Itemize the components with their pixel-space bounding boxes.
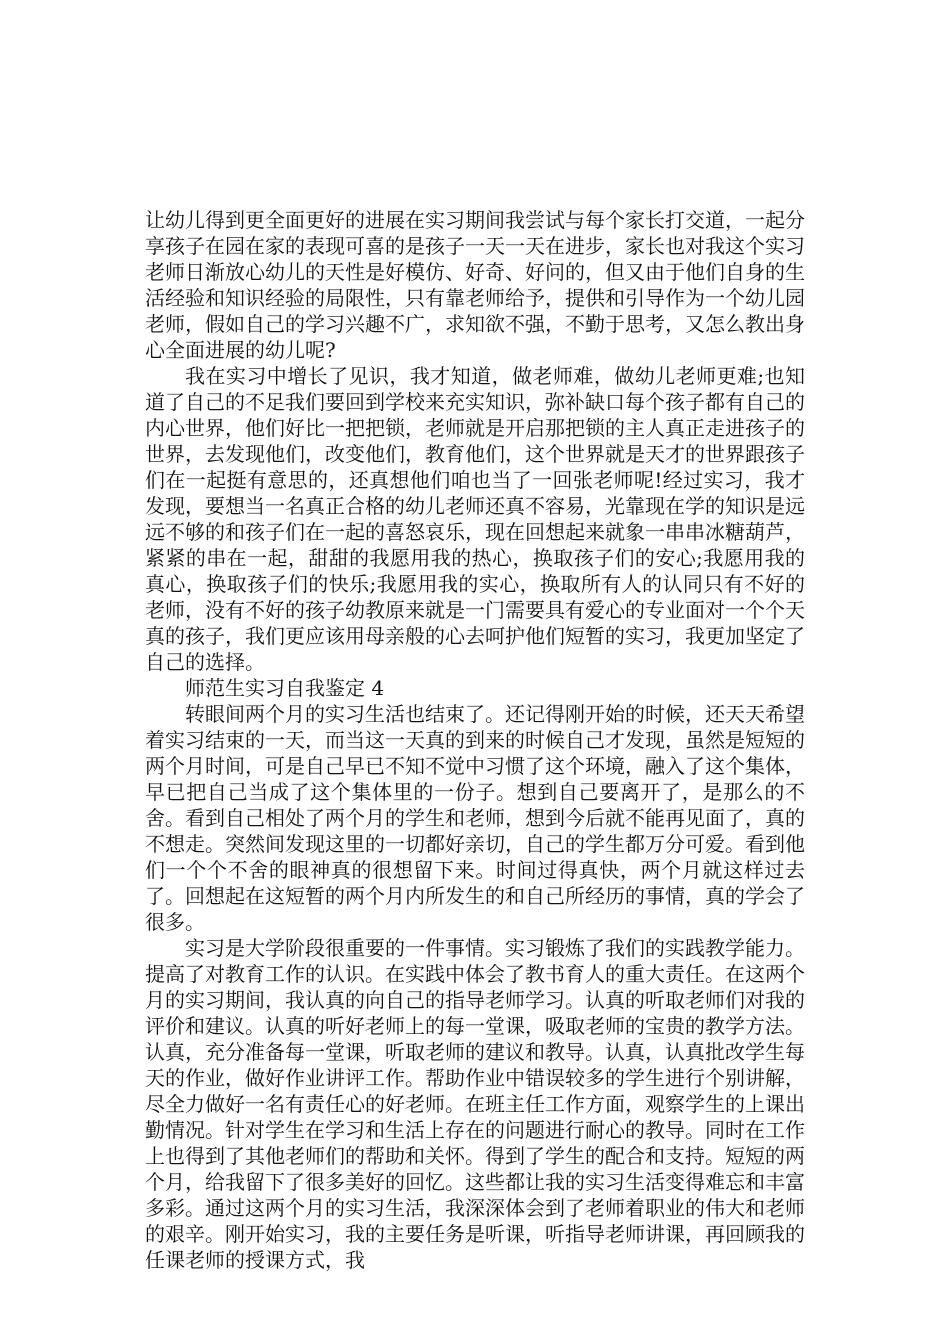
section-heading: 师范生实习自我鉴定 4 (185, 676, 385, 700)
paragraph-internship-importance: 实习是大学阶段很重要的一件事情。实习锻炼了我们的实践教学能力。提高了对教育工作的认识。在实践中体会了教书育人的重大责任。在这两个月的实习期间，我认真的向自己的指导老师学习。认真的听取老师们对我的评价和建议。认真的听好老师上的每一堂课，吸取老师的宝贵的教学方法。认真，充分准备每一堂课，听取老师的建议和教导。认真，认真批改学生每天的作业，做好作业讲评工作。帮助作业中错误较多的学生进行个别讲解，尽全力做好一名有责任心的好老师。在班主任工作方面，观察学生的上课出勤情况。针对学生在学习和生活上存在的问题进行耐心的教导。同时在工作上也得到了其他老师们的帮助和关怀。得到了学生的配合和支持。短短的两个月，给我留下了很多美好的回忆。这些都让我的实习生活变得难忘和丰富多彩。通过这两个月的实习生活，我深深体会到了老师着职业的伟大和老师的艰辛。刚开始实习，我的主要任务是听课，听指导老师讲课，再回顾我的任课老师的授课方式，我 (145, 936, 805, 1272)
paragraph-continuation: 让幼儿得到更全面更好的进展在实习期间我尝试与每个家长打交道，一起分享孩子在园在家的表现可喜的是孩子一天一天在进步，家长也对我这个实习老师日渐放心幼儿的天性是好模仿、好奇、好问的，但又由于他们自身的生活经验和知识经验的局限性，只有靠老师给予，提供和引导作为一个幼儿园老师，假如自己的学习兴趣不广，求知欲不强，不勤于思考，又怎么教出身心全面进展的幼儿呢? (145, 208, 805, 362)
paragraph-two-months: 转眼间两个月的实习生活也结束了。还记得刚开始的时候，还天天希望着实习结束的一天，而当这一天真的到来的时候自己才发现，虽然是短短的两个月时间，可是自己早已不知不觉中习惯了这个环境，融入了这个集体，早已把自己当成了这个集体里的一份子。想到自己要离开了，是那么的不舍。看到自己相处了两个月的学生和老师，想到今后就不能再见面了，真的不想走。突然间发现这里的一切都好亲切，自己的学生都万分可爱。看到他们一个个不舍的眼神真的很想留下来。时间过得真快，两个月就这样过去了。回想起在这短暂的两个月内所发生的和自己所经历的事情，真的学会了很多。 (145, 702, 805, 934)
document-page (145, 207, 805, 1273)
paragraph-internship-gains: 我在实习中增长了见识，我才知道，做老师难，做幼儿老师更难;也知道了自己的不足我们要回到学校来充实知识，弥补缺口每个孩子都有自己的内心世界，他们好比一把把锁，老师就是开启那把锁的主人真正走进孩子的世界，去发现他们，改变他们，教育他们，这个世界就是天才的世界跟孩子们在一起挺有意思的，还真想他们咱也当了一回张老师呢!经过实习，我才发现，要想当一名真正合格的幼儿老师还真不容易，光靠现在学的知识是远远不够的和孩子们在一起的喜怒哀乐，现在回想起来就象一串串冰糖葫芦，紧紧的串在一起，甜甜的我愿用我的热心，换取孩子们的安心;我愿用我的真心，换取孩子们的快乐;我愿用我的实心，换取所有人的认同只有不好的老师，没有不好的孩子幼教原来就是一门需要具有爱心的专业面对一个个天真的孩子，我们更应该用母亲般的心去呵护他们短暂的实习，我更加坚定了自己的选择。 (145, 364, 805, 674)
